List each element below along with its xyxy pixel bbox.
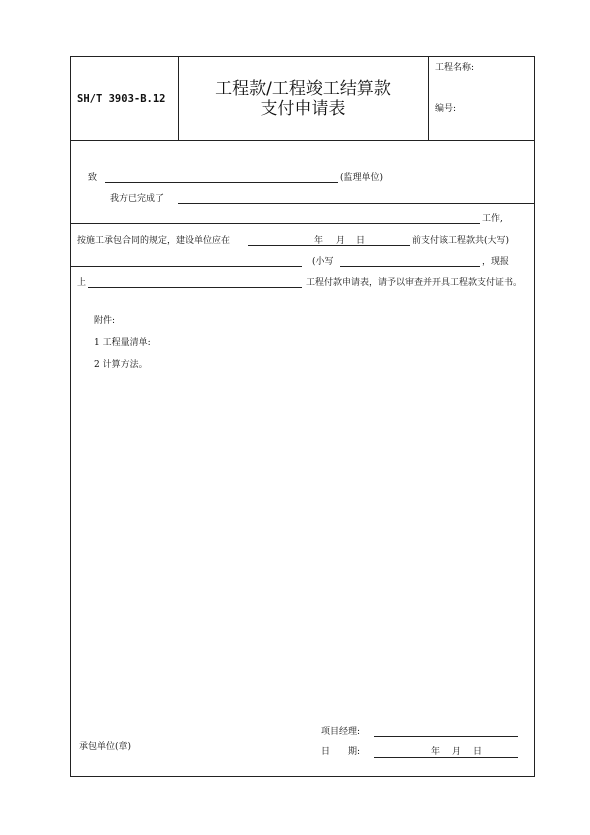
form-title-line1: 工程款/工程竣工结算款 bbox=[215, 79, 391, 99]
supervisor-label: (监理单位) bbox=[340, 173, 384, 183]
form-frame bbox=[70, 56, 535, 777]
work-label: 工作, bbox=[482, 214, 503, 224]
to-label: 致 bbox=[88, 173, 98, 183]
completed-label: 我方已完成了 bbox=[110, 194, 165, 204]
manager-signature-field[interactable] bbox=[374, 736, 518, 737]
contractor-label: 承包单位(章) bbox=[79, 742, 132, 752]
attachment-item-2: 2 计算方法。 bbox=[94, 360, 148, 370]
completed-work-field[interactable] bbox=[178, 203, 535, 204]
contract-text: 按施工承包合同的规定，建设单位应在 bbox=[77, 236, 231, 246]
pay-year-label: 年 bbox=[314, 236, 324, 246]
pay-amount-label: 前支付该工程款共(大写) bbox=[412, 236, 510, 246]
sign-date-field[interactable] bbox=[374, 757, 518, 758]
small-amount-label: (小写 bbox=[312, 257, 334, 267]
sign-month-label: 月 bbox=[452, 747, 462, 757]
project-name-label: 工程名称: bbox=[435, 63, 475, 73]
request-text: 工程付款申请表，请予以审查并开具工程款支付证书。 bbox=[306, 278, 523, 288]
form-code: SH/T 3903-B.12 bbox=[77, 93, 166, 105]
up-label: 上 bbox=[77, 278, 87, 288]
pay-date-field[interactable] bbox=[248, 245, 410, 246]
pay-day-label: 日 bbox=[356, 236, 366, 246]
work-continuation-field[interactable] bbox=[70, 223, 480, 224]
header-divider bbox=[70, 140, 535, 141]
amount-uppercase-field[interactable] bbox=[70, 266, 302, 267]
supervisor-field[interactable] bbox=[105, 182, 338, 183]
period-field[interactable] bbox=[88, 287, 302, 288]
date-label: 日 期: bbox=[321, 747, 361, 757]
header-divider-right bbox=[428, 56, 429, 140]
attachments-label: 附件: bbox=[94, 316, 116, 326]
sign-day-label: 日 bbox=[473, 747, 483, 757]
now-report-label: ，现报 bbox=[482, 257, 510, 267]
manager-label: 项目经理: bbox=[321, 727, 361, 737]
attachment-item-1: 1 工程量清单: bbox=[94, 338, 151, 348]
sign-year-label: 年 bbox=[431, 747, 441, 757]
number-label: 编号: bbox=[435, 104, 457, 114]
amount-lowercase-field[interactable] bbox=[340, 266, 480, 267]
form-title-line2: 支付申请表 bbox=[260, 99, 346, 119]
pay-month-label: 月 bbox=[336, 236, 346, 246]
